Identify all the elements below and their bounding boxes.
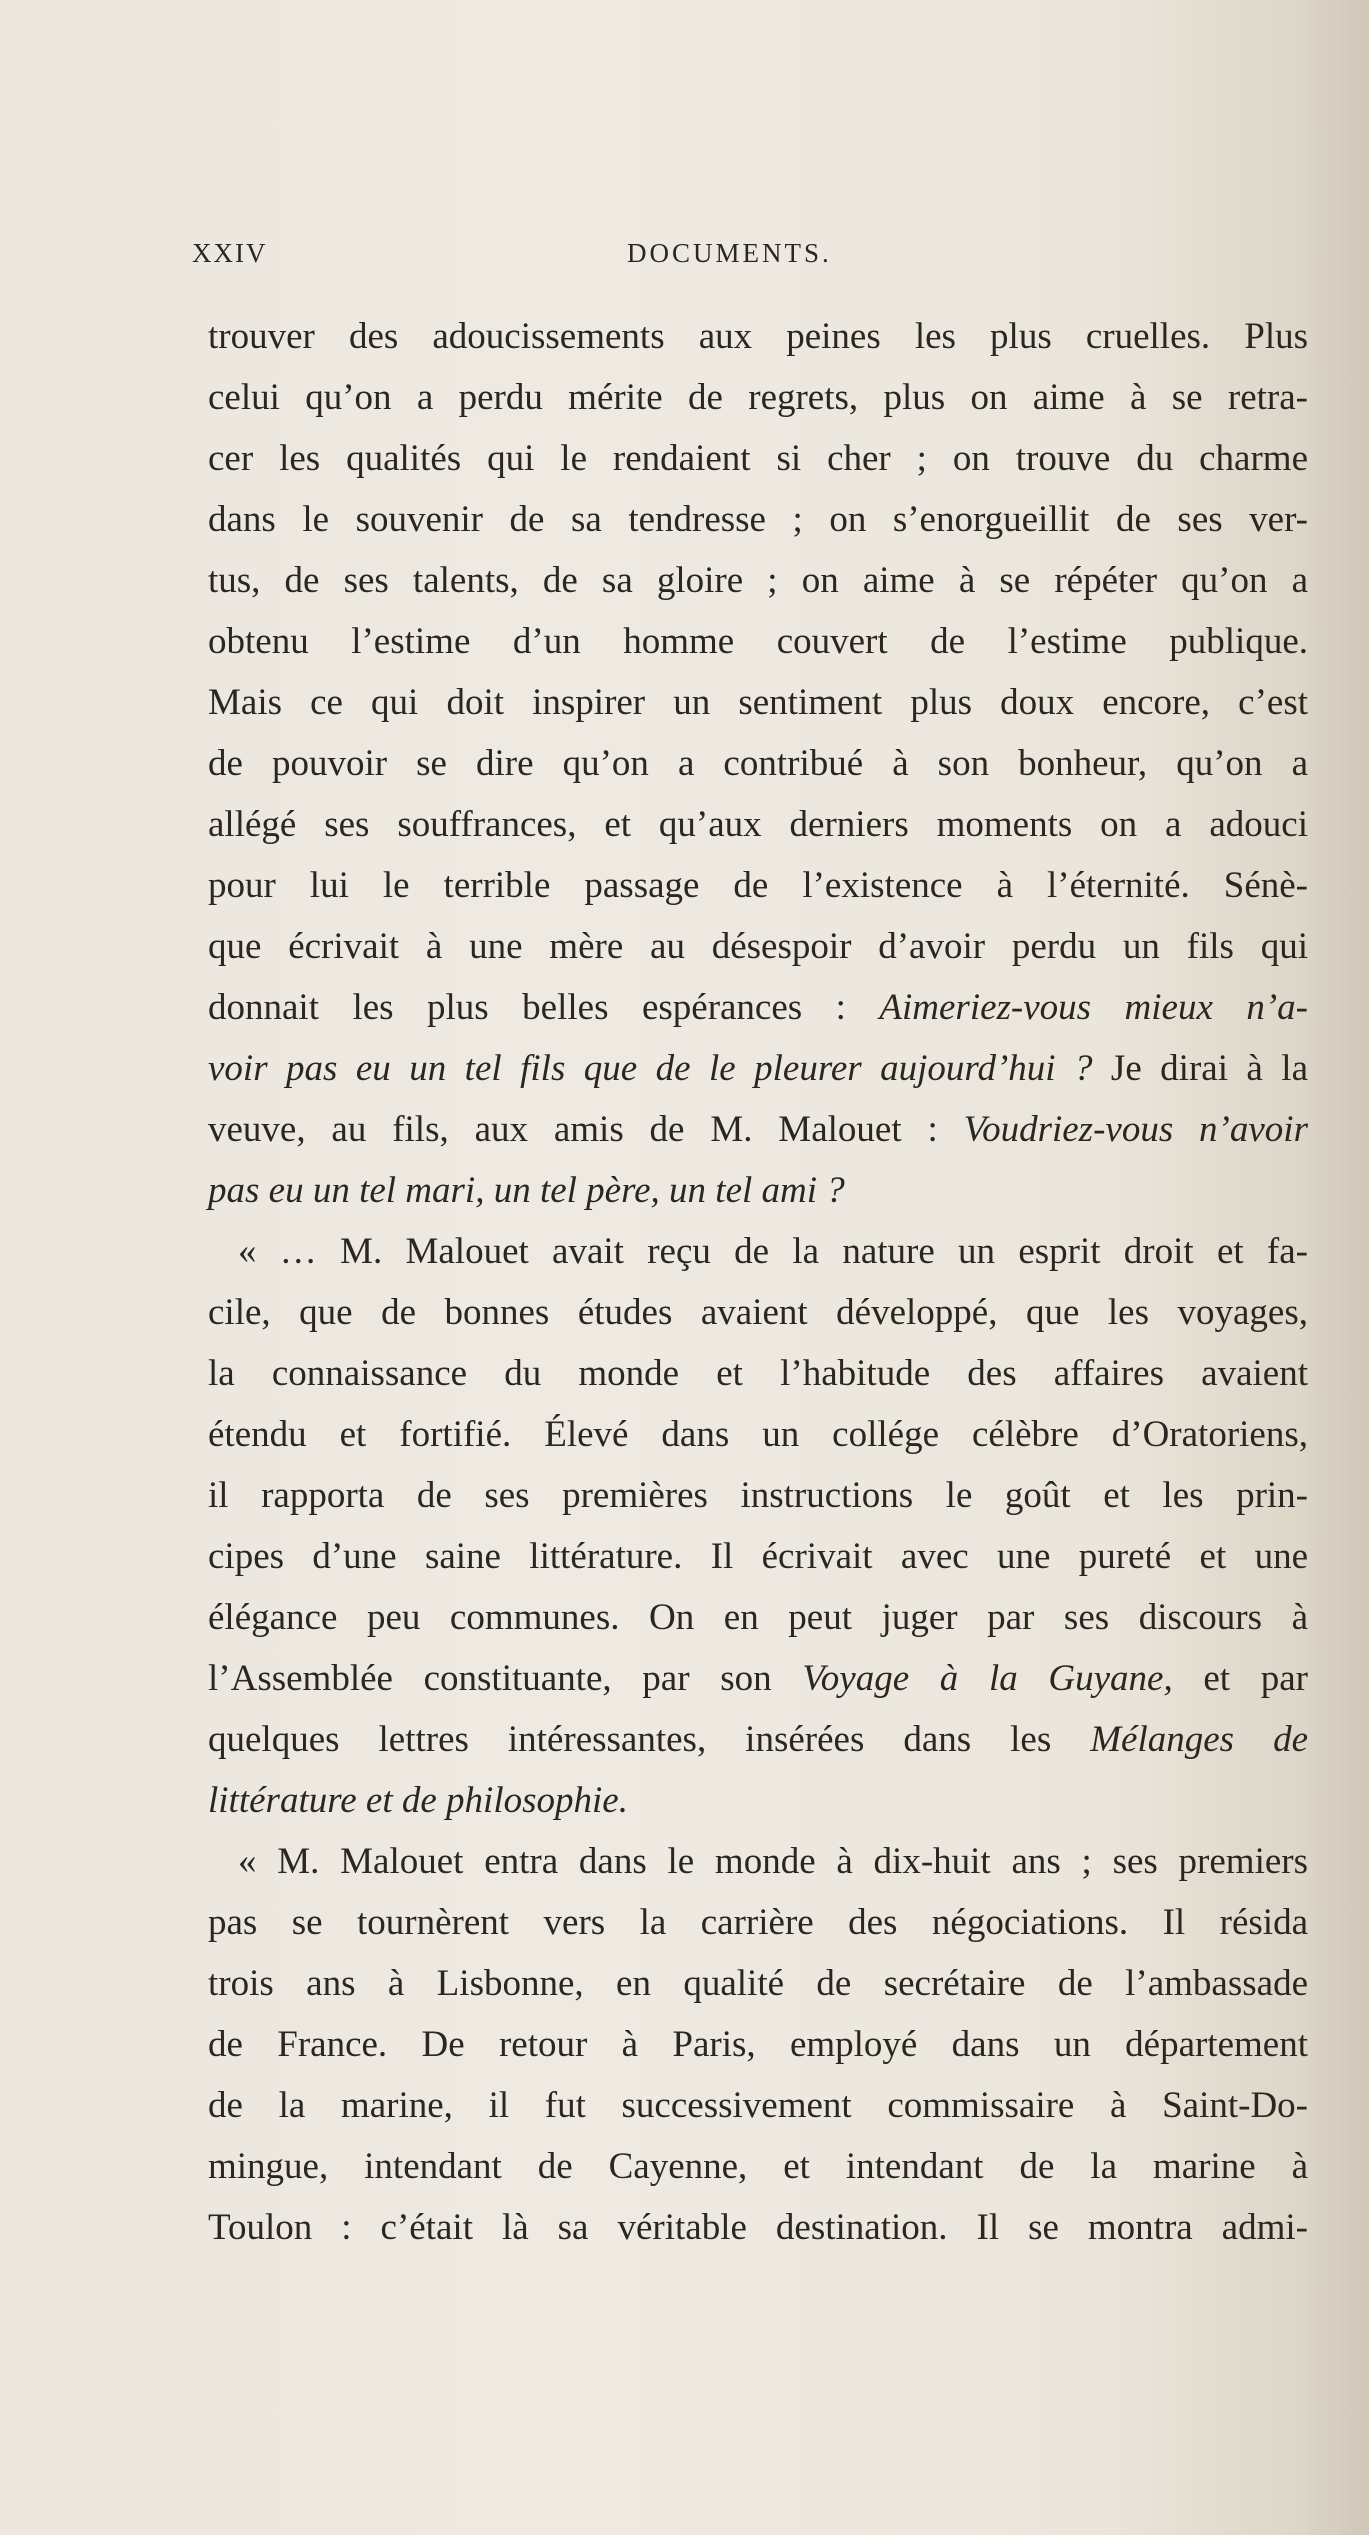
text-segment: la connaissance du monde et l’habitude des affaires avaient (208, 1353, 1308, 1394)
text-line (208, 916, 1308, 977)
text-line (208, 794, 1308, 855)
text-line (208, 1282, 1308, 1343)
text-line (208, 428, 1308, 489)
text-line (208, 367, 1308, 428)
text-line (208, 306, 1308, 367)
text-line (208, 855, 1308, 916)
italic-text-segment: Aimeriez-vous mieux n’a- (879, 987, 1309, 1028)
text-segment: de la marine, il fut successivement commissaire à Saint-Do- (208, 2085, 1308, 2126)
text-line (208, 1465, 1308, 1526)
text-segment: cer les qualités qui le rendaient si cher ; on trouve du charme (208, 438, 1308, 479)
text-segment: tus, de ses talents, de sa gloire ; on aime à se répéter qu’on a (208, 560, 1308, 601)
text-line (208, 1831, 1308, 1892)
text-segment: « … M. Malouet avait reçu de la nature un esprit droit et fa- (238, 1231, 1308, 1272)
text-segment: mingue, intendant de Cayenne, et intendant de la marine à (208, 2146, 1308, 2187)
italic-text-segment: Mélanges de (1090, 1719, 1308, 1760)
text-segment: allégé ses souffrances, et qu’aux derniers moments on a adouci (208, 804, 1308, 845)
text-line (208, 1038, 1308, 1099)
text-line (208, 611, 1308, 672)
text-line (208, 1221, 1308, 1282)
text-segment: trouver des adoucissements aux peines les plus cruelles. Plus (208, 316, 1308, 357)
text-segment: Je dirai à la (1092, 1048, 1308, 1089)
text-line (208, 977, 1308, 1038)
text-segment: donnait les plus belles espérances : (208, 987, 880, 1028)
italic-text-segment: littérature et de philosophie. (208, 1780, 628, 1821)
text-segment: trois ans à Lisbonne, en qualité de secrétaire de l’ambassade (208, 1963, 1308, 2004)
text-line (208, 1648, 1308, 1709)
text-segment: élégance peu communes. On en peut juger par ses discours à (208, 1597, 1308, 1638)
text-line (208, 1526, 1308, 1587)
text-segment: et par (1172, 1658, 1308, 1699)
text-line (208, 1892, 1308, 1953)
text-segment: pas se tournèrent vers la carrière des négociations. Il résida (208, 1902, 1308, 1943)
italic-text-segment: voir pas eu un tel fils que de le pleurer aujourd’hui ? (208, 1048, 1093, 1089)
text-segment: quelques lettres intéressantes, insérées dans les (208, 1719, 1091, 1760)
text-segment: obtenu l’estime d’un homme couvert de l’estime publique. (208, 621, 1308, 662)
text-segment: « M. Malouet entra dans le monde à dix-huit ans ; ses premiers (238, 1841, 1308, 1882)
text-segment: Toulon : c’était là sa véritable destination. Il se montra admi- (208, 2207, 1308, 2248)
text-line (208, 733, 1308, 794)
text-line (208, 1587, 1308, 1648)
text-segment: dans le souvenir de sa tendresse ; on s’enorgueillit de ses ver- (208, 499, 1308, 540)
text-segment: étendu et fortifié. Élevé dans un collége célèbre d’Oratoriens, (208, 1414, 1308, 1455)
text-segment: que écrivait à une mère au désespoir d’avoir perdu un fils qui (208, 926, 1308, 967)
text-segment: cipes d’une saine littérature. Il écrivait avec une pureté et une (208, 1536, 1308, 1577)
text-line (208, 672, 1308, 733)
text-line (208, 2014, 1308, 2075)
text-segment: l’Assemblée constituante, par son (208, 1658, 803, 1699)
italic-text-segment: Voudriez-vous n’avoir (963, 1109, 1308, 1150)
text-segment: cile, que de bonnes études avaient développé, que les voyages, (208, 1292, 1308, 1333)
text-line (208, 489, 1308, 550)
running-title: DOCUMENTS. (627, 238, 832, 268)
text-line (208, 1404, 1308, 1465)
text-line (208, 1099, 1308, 1160)
text-line (208, 1343, 1308, 1404)
page-header (192, 238, 1312, 278)
text-line (208, 2075, 1308, 2136)
text-segment: de France. De retour à Paris, employé dans un département (208, 2024, 1308, 2065)
text-segment: de pouvoir se dire qu’on a contribué à son bonheur, qu’on a (208, 743, 1308, 784)
text-line (208, 1953, 1308, 2014)
text-line (208, 550, 1308, 611)
italic-text-segment: Voyage à la Guyane, (802, 1658, 1173, 1699)
text-line (208, 1770, 1308, 1831)
text-segment: il rapporta de ses premières instructions le goût et les prin- (208, 1475, 1308, 1516)
body-text (208, 306, 1308, 2258)
text-segment: veuve, au fils, aux amis de M. Malouet : (208, 1109, 964, 1150)
text-line (208, 1160, 1308, 1221)
text-segment: celui qu’on a perdu mérite de regrets, plus on aime à se retra- (208, 377, 1308, 418)
page-number: XXIV (192, 238, 268, 268)
text-line (208, 2197, 1308, 2258)
italic-text-segment: pas eu un tel mari, un tel père, un tel ami ? (208, 1170, 845, 1211)
text-line (208, 2136, 1308, 2197)
text-segment: pour lui le terrible passage de l’existence à l’éternité. Sénè- (208, 865, 1308, 906)
text-line (208, 1709, 1308, 1770)
text-segment: Mais ce qui doit inspirer un sentiment plus doux encore, c’est (208, 682, 1308, 723)
